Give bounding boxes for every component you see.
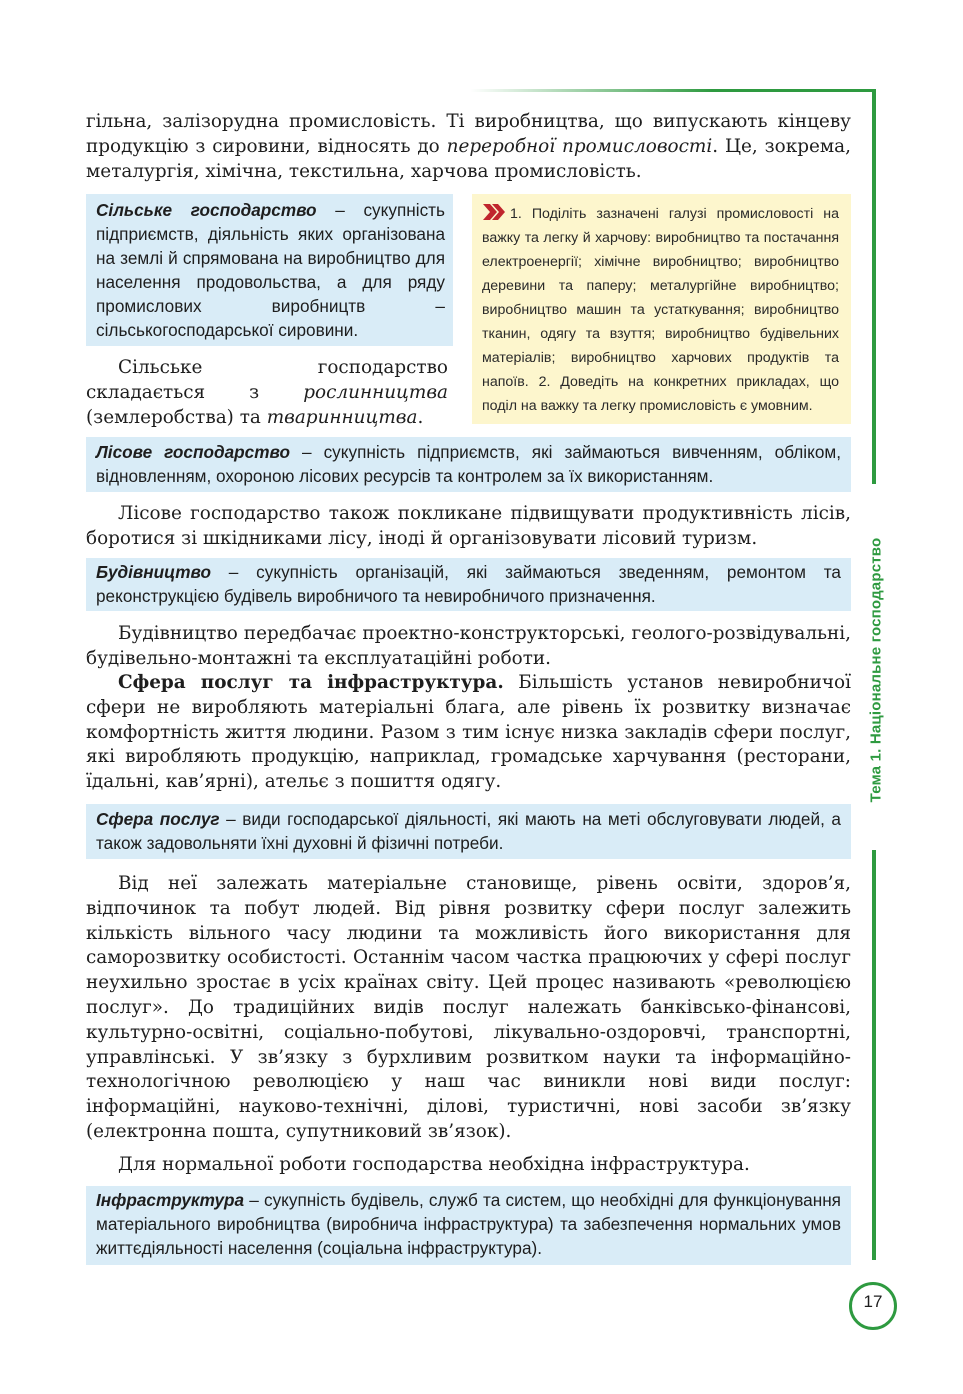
definition-text: – сукупність підприємств, які займаються вивченням, обліком, відновленням, охороною лісових ресурсів та контролем за їх використанням.: [96, 442, 841, 486]
paragraph-intro: [86, 110, 851, 184]
paragraph-text: Більшість установ невиробничої сфери не виробляють матеріальні блага, але рівень їх розвитку визначає комфортність життя людини. Разом з тим існує низка закладів сфери послуг, які виробляють продукцію, наприклад, громадське харчування (ресторани, їдальні, кав’ярні), ательє з пошиття одягу.: [86, 672, 851, 793]
paragraph-construction: [86, 622, 851, 672]
paragraph-text: .: [417, 406, 424, 428]
side-decor-line-top: [872, 89, 876, 484]
emphasis-term: тваринництва: [266, 406, 418, 428]
page-number: 17: [863, 1292, 883, 1311]
chapter-side-label-text: Тема 1. Національне господарство: [867, 537, 885, 803]
paragraph-services-details: [86, 872, 851, 1145]
definition-term: Інфраструктура: [96, 1190, 245, 1210]
paragraph-text: Сільське господарство складається з: [86, 357, 448, 403]
definition-term: Будівництво: [96, 562, 211, 582]
definition-services: [86, 804, 851, 859]
paragraph-text: Будівництво передбачає проектно-конструкторські, геолого-розвідувальні, будівельно-монтажні та експлуатаційні роботи.: [86, 623, 851, 669]
page-number-badge: [849, 1282, 897, 1330]
section-heading: Сфера послуг та інфраструктура.: [118, 672, 504, 693]
task-box: [472, 194, 851, 424]
emphasis-term: рослинництва: [303, 381, 448, 403]
definition-agriculture: [86, 194, 453, 346]
definition-text: – сукупність будівель, служб та систем, що необхідні для функціонування матеріального виробництва (виробнича інфраструктура) та забезпечення нормальних умов життєдіяльності населення (соціальна інфраструктура).: [96, 1190, 841, 1258]
task-text: 1. Поділіть зазначені галузі промисловості на важку та легку й харчову: виробництво та постачання електроенергії; хімічне виробництво; виробництво деревини та паперу; металургійне виробництво; виробництво машин та устаткування; виробництво тканин, одягу та взуття; виробництво будівельних матеріалів; виробництво харчових продуктів та напоїв. 2. Доведіть на конкретних прикладах, що поділ на важку та легку промисловість є умовним.: [482, 206, 839, 414]
definition-term: Сільське господарство: [96, 200, 317, 220]
definition-forestry: [86, 437, 851, 492]
paragraph-text: . Це, зокрема, металургія, хімічна, текстильна, харчова промисловість.: [86, 135, 851, 182]
paragraph-text: Від неї залежать матеріальне становище, рівень освіти, здоров’я, відпочинок та побут людей. Від рівня розвитку сфери послуг залежить кількість вільного часу людини та можливість його використання для саморозвитку особистості. Останнім часом частка працюючих у сфері послуг неухильно зростає в усіх країнах світу. Цей процес називають «революцією послуг». До традиційних видів послуг належать банківсько-фінансові, культурно-освітні, соціально-побутові, лікувально-оздоровчі, транспортні, управлінські. У зв’язку з бурхливим розвитком науки та інформаційно-технологічною революцією у наш час виникли нові види послуг: інформаційні, науково-технічні, ділові, туристичні, нові засоби зв’язку (електронна пошта, супутниковий зв’язок).: [86, 873, 851, 1142]
definition-term: Сфера послуг: [96, 809, 220, 829]
paragraph-agriculture: [86, 356, 448, 430]
paragraph-infrastructure: [86, 1153, 851, 1178]
paragraph-forestry: [86, 502, 851, 552]
definition-text: – сукупність підприємств, діяльність яких організована на землі й спрямована на виробництво для населення продовольства, а для ряду промислових виробництв – сільськогосподарської сировини.: [96, 200, 445, 340]
paragraph-text: Для нормальної роботи господарства необхідна інфраструктура.: [118, 1154, 750, 1175]
definition-construction: [86, 558, 851, 611]
header-decor-line: [470, 89, 874, 92]
side-decor-line-bottom: [872, 850, 876, 1260]
double-chevron-icon: [482, 204, 506, 220]
definition-infrastructure: [86, 1186, 851, 1265]
paragraph-text: Лісове господарство також покликане підвищувати продуктивність лісів, боротися зі шкідниками лісу, іноді й організовувати лісовий туризм.: [86, 503, 851, 549]
emphasis-term: переробної промисловості: [446, 135, 713, 157]
definition-text: – сукупність організацій, які займаються зведенням, ремонтом та реконструкцією будівель виробничого та невиробничого призначення.: [96, 562, 841, 606]
definition-term: Лісове господарство: [96, 442, 290, 462]
definition-text: – види господарської діяльності, які мають на меті обслуговувати людей, а також задовольняти їхні духовні й фізичні потреби.: [96, 809, 841, 853]
paragraph-text: (землеробства) та: [86, 406, 267, 428]
paragraph-services-intro: [86, 671, 851, 795]
paragraph-text: гільна, залізорудна промисловість. Ті виробництва, що випускають кінцеву продукцію з сировини, відносять до: [86, 111, 851, 157]
